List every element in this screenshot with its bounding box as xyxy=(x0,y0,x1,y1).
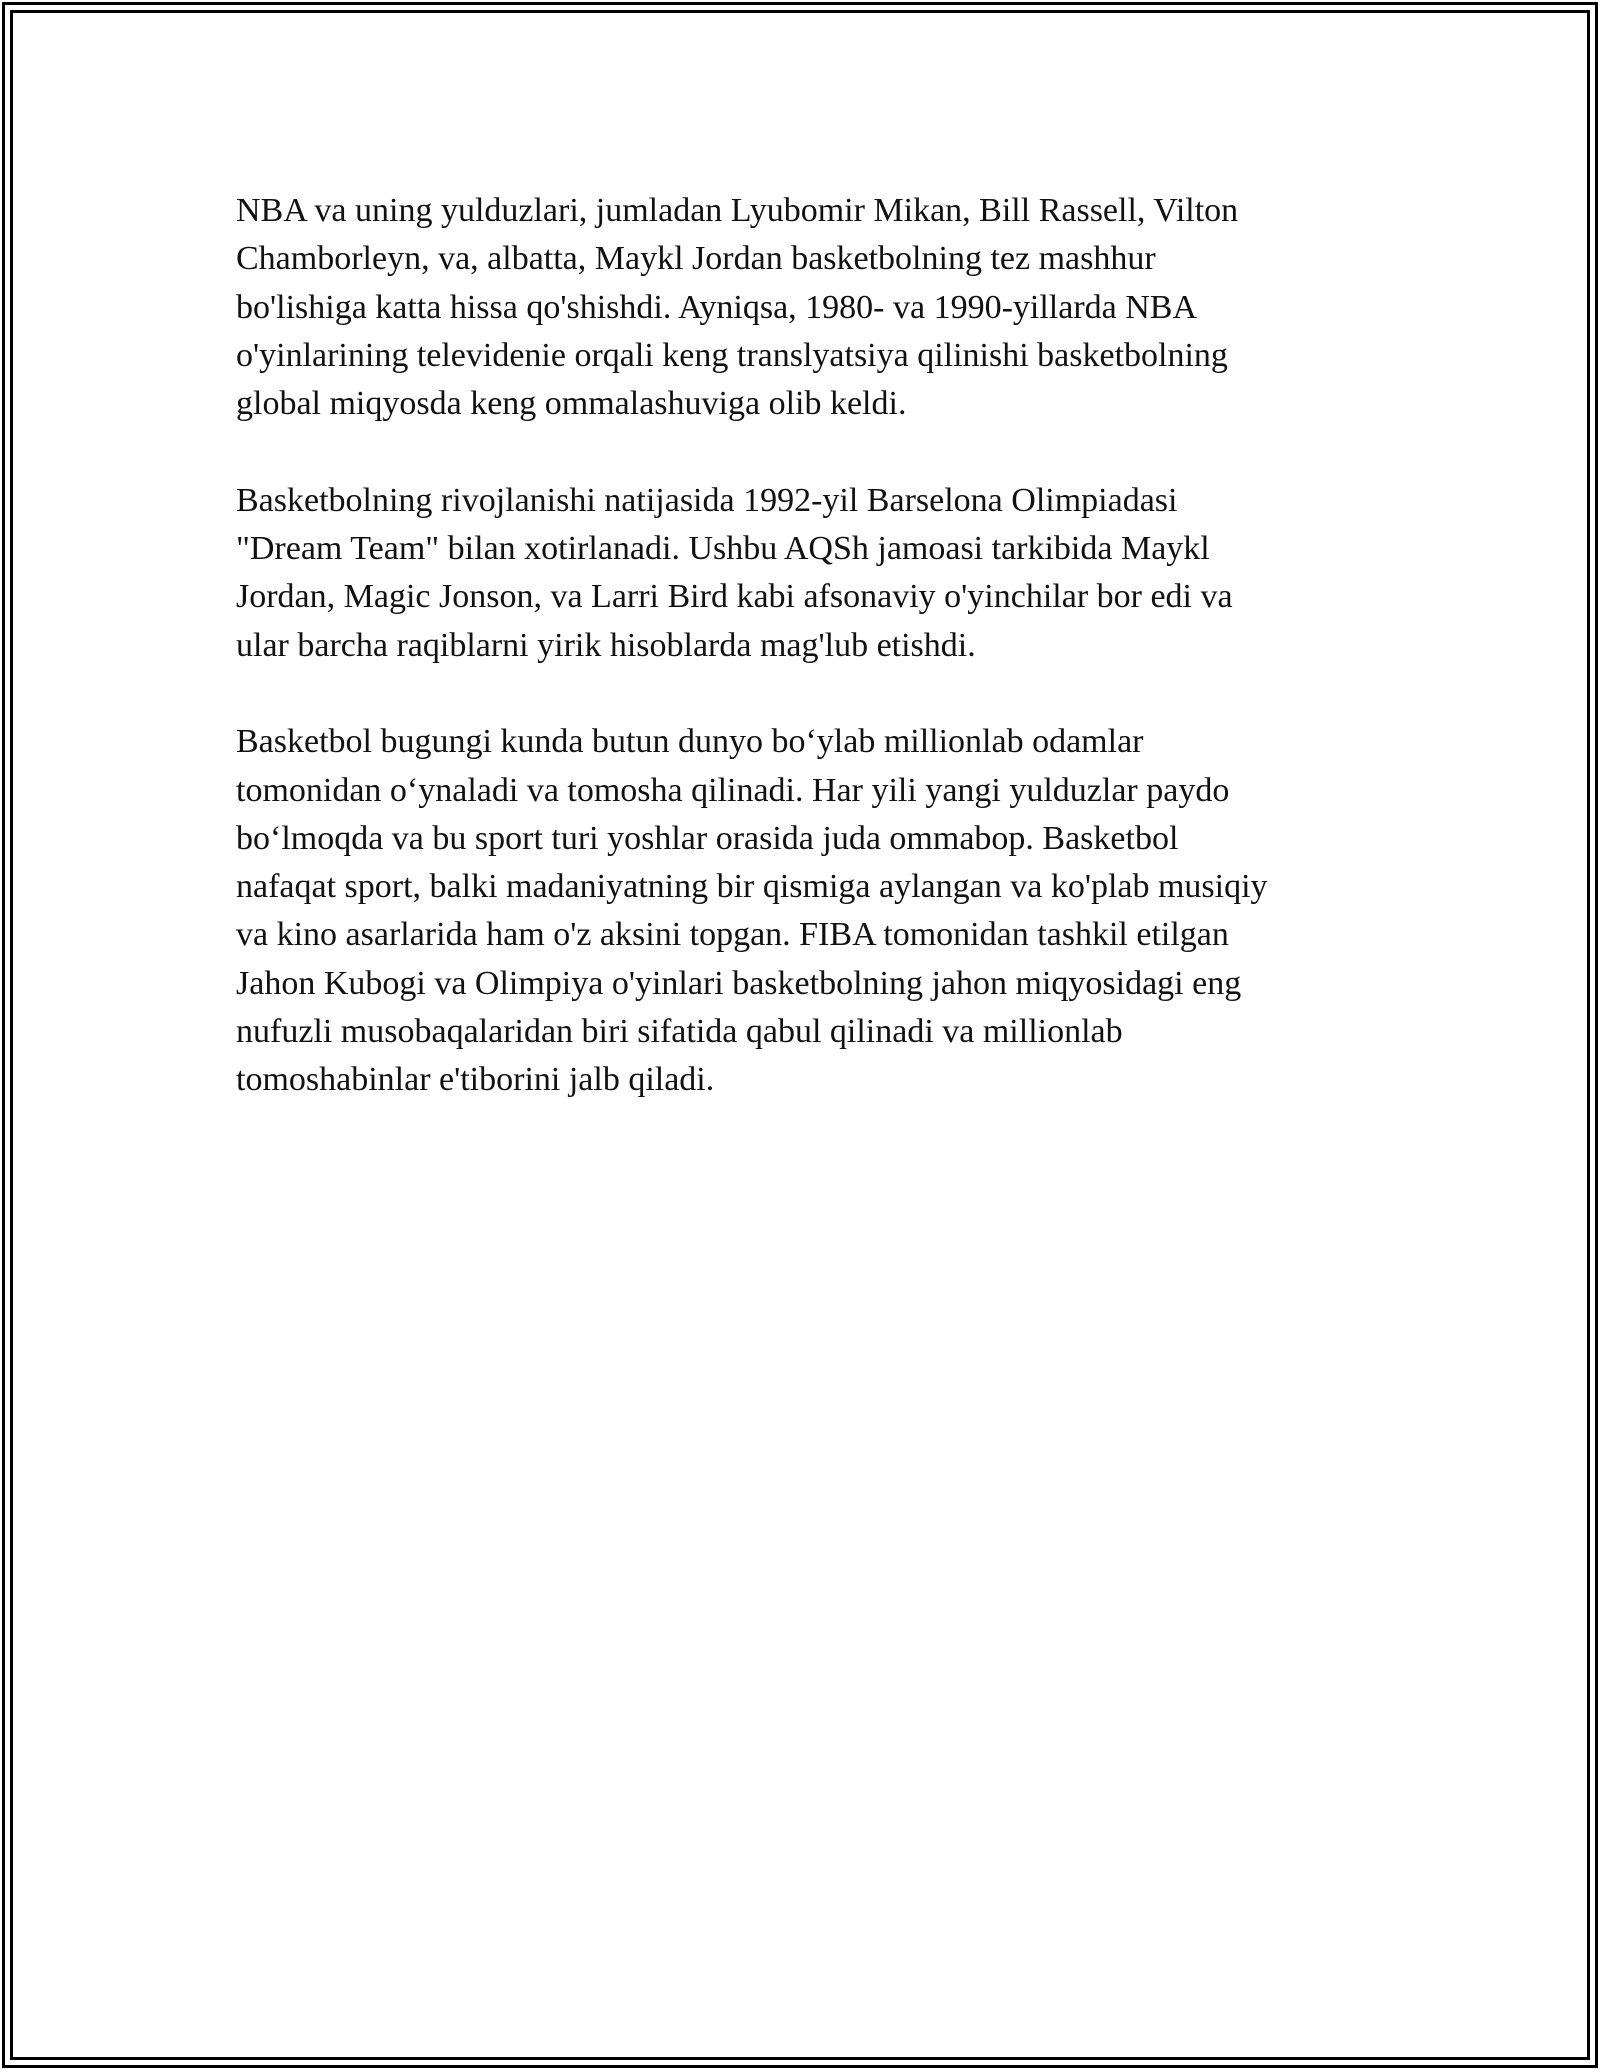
paragraph-2: Basketbolning rivojlanishi natijasida 1992-yil Barselona Olimpiadasi "Dream Team" bilan xotirlanadi. Ushbu AQSh jamoasi tarkibida Maykl Jordan, Magic Jonson, va Larri Bird kabi afsonaviy o'yinchilar bor edi va ular barcha raqiblarni yirik hisoblarda mag'lub etishdi. xyxy=(236,481,1233,664)
paragraph-3: Basketbol bugungi kunda butun dunyo bo‘ylab millionlab odamlar tomonidan o‘ynaladi va tomosha qilinadi. Har yili yangi yulduzlar paydo bo‘lmoqda va bu sport turi yoshlar orasida juda ommabop. Basketbol nafaqat sport, balki madaniyatning bir qismiga aylangan va ko'plab musiqiy va kino asarlarida ham o'z aksini topgan. FIBA tomonidan tashkil etilgan Jahon Kubogi va Olimpiya o'yinlari basketbolning jahon miqyosidagi eng nufuzli musobaqalaridan biri sifatida qabul qilinadi va millionlab tomoshabinlar e'tiborini jalb qiladi. xyxy=(236,723,1268,1099)
paragraph-1: NBA va uning yulduzlari, jumladan Lyubomir Mikan, Bill Rassell, Vilton Chamborleyn, va, albatta, Maykl Jordan basketbolning tez mashhur bo'lishiga katta hissa qo'shishdi. Ayniqsa, 1980- va 1990-yillarda NBA o'yinlarining televidenie orqali keng translyatsiya qilinishi basketbolning global miqyosda keng ommalashuviga olib keldi. xyxy=(236,192,1239,423)
document-body xyxy=(236,187,1366,1153)
